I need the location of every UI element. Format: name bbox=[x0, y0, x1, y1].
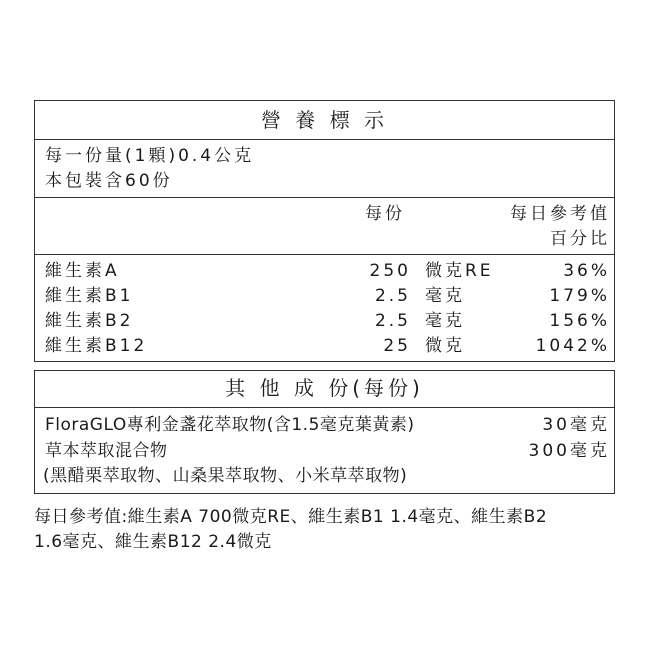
servings-per-package: 本包裝含60份 bbox=[45, 171, 173, 191]
ingredient-amount: 300毫克 bbox=[528, 441, 610, 461]
divider bbox=[35, 254, 614, 255]
nutrient-name: 維生素A bbox=[45, 261, 120, 281]
nutrient-name: 維生素B1 bbox=[45, 286, 134, 306]
nutrient-amount: 2.5 bbox=[374, 286, 411, 306]
nutrient-percent: 1042% bbox=[535, 336, 610, 356]
nutrient-unit: 毫克 bbox=[425, 286, 465, 306]
nutrient-amount: 2.5 bbox=[374, 311, 411, 331]
footnote-line: 1.6毫克、維生素B12 2.4微克 bbox=[34, 532, 272, 552]
nutrient-amount: 250 bbox=[369, 261, 411, 281]
nutrient-unit: 微克RE bbox=[425, 261, 494, 281]
divider bbox=[35, 197, 614, 198]
nutrition-facts-table bbox=[34, 100, 615, 362]
ingredient-name: 草本萃取混合物 bbox=[45, 441, 168, 461]
other-ingredients-title: 其 他 成 份(每份) bbox=[225, 376, 424, 400]
serving-size: 每一份量(1顆)0.4公克 bbox=[45, 146, 255, 166]
ingredient-amount: 30毫克 bbox=[542, 415, 610, 435]
nutrient-name: 維生素B12 bbox=[45, 336, 148, 356]
column-header-percent: 百分比 bbox=[550, 229, 610, 249]
nutrient-amount: 25 bbox=[383, 336, 411, 356]
nutrient-name: 維生素B2 bbox=[45, 311, 134, 331]
footnote-line: 每日參考值:維生素A 700微克RE、維生素B1 1.4毫克、維生素B2 bbox=[34, 507, 548, 527]
nutrient-percent: 36% bbox=[563, 261, 610, 281]
column-header-per-serving: 每份 bbox=[365, 204, 405, 224]
divider bbox=[35, 139, 614, 140]
nutrient-unit: 微克 bbox=[425, 336, 465, 356]
nutrient-unit: 毫克 bbox=[425, 311, 465, 331]
divider bbox=[35, 407, 614, 408]
other-ingredients-table bbox=[34, 370, 615, 494]
ingredient-name: FloraGLO專利金盞花萃取物(含1.5毫克葉黃素) bbox=[45, 415, 415, 435]
nutrient-percent: 156% bbox=[549, 311, 610, 331]
ingredient-detail: (黑醋栗萃取物、山桑果萃取物、小米草萃取物) bbox=[43, 466, 408, 486]
nutrient-percent: 179% bbox=[549, 286, 610, 306]
column-header-daily-value: 每日參考值 bbox=[510, 204, 610, 224]
nutrition-title: 營 養 標 示 bbox=[260, 108, 389, 132]
